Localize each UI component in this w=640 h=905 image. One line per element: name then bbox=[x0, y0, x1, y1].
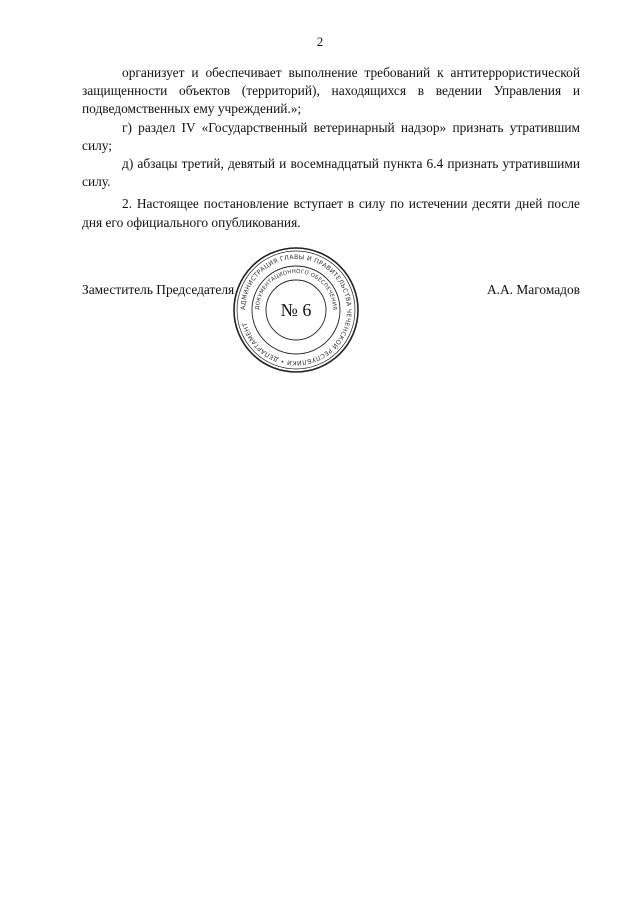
official-seal bbox=[232, 246, 360, 374]
signatory-title: Заместитель Председателя bbox=[82, 282, 235, 297]
paragraph-3: д) абзацы третий, девятый и восемнадцатый пункта 6.4 признать утратившими силу. bbox=[82, 156, 580, 190]
paragraph-4: 2. Настоящее постановление вступает в силу по истечении десяти дней после дня его официального опубликования. bbox=[82, 196, 580, 230]
seal-stamp-icon bbox=[232, 246, 360, 374]
document-body bbox=[82, 64, 580, 232]
seal-outer-text: АДМИНИСТРАЦИЯ ГЛАВЫ И ПРАВИТЕЛЬСТВА ЧЕЧЕНСКОЙ РЕСПУБЛИКИ • ДЕПАРТАМЕНТ bbox=[239, 253, 353, 367]
page-number: 2 bbox=[316, 34, 324, 49]
seal-number: № 6 bbox=[280, 300, 312, 320]
paragraph-2: г) раздел IV «Государственный ветеринарный надзор» признать утратившим силу; bbox=[82, 119, 580, 153]
paragraph-1: организует и обеспечивает выполнение требований к антитеррористической защищенности объектов (территорий), находящихся в ведении Управления и подведомственных ему учреждений.»; bbox=[82, 65, 580, 117]
signatory-name: А.А. Магомадов bbox=[487, 282, 580, 297]
seal-inner-text: ДОКУМЕНТАЦИОННОГО ОБЕСПЕЧЕНИЯ bbox=[254, 268, 338, 311]
